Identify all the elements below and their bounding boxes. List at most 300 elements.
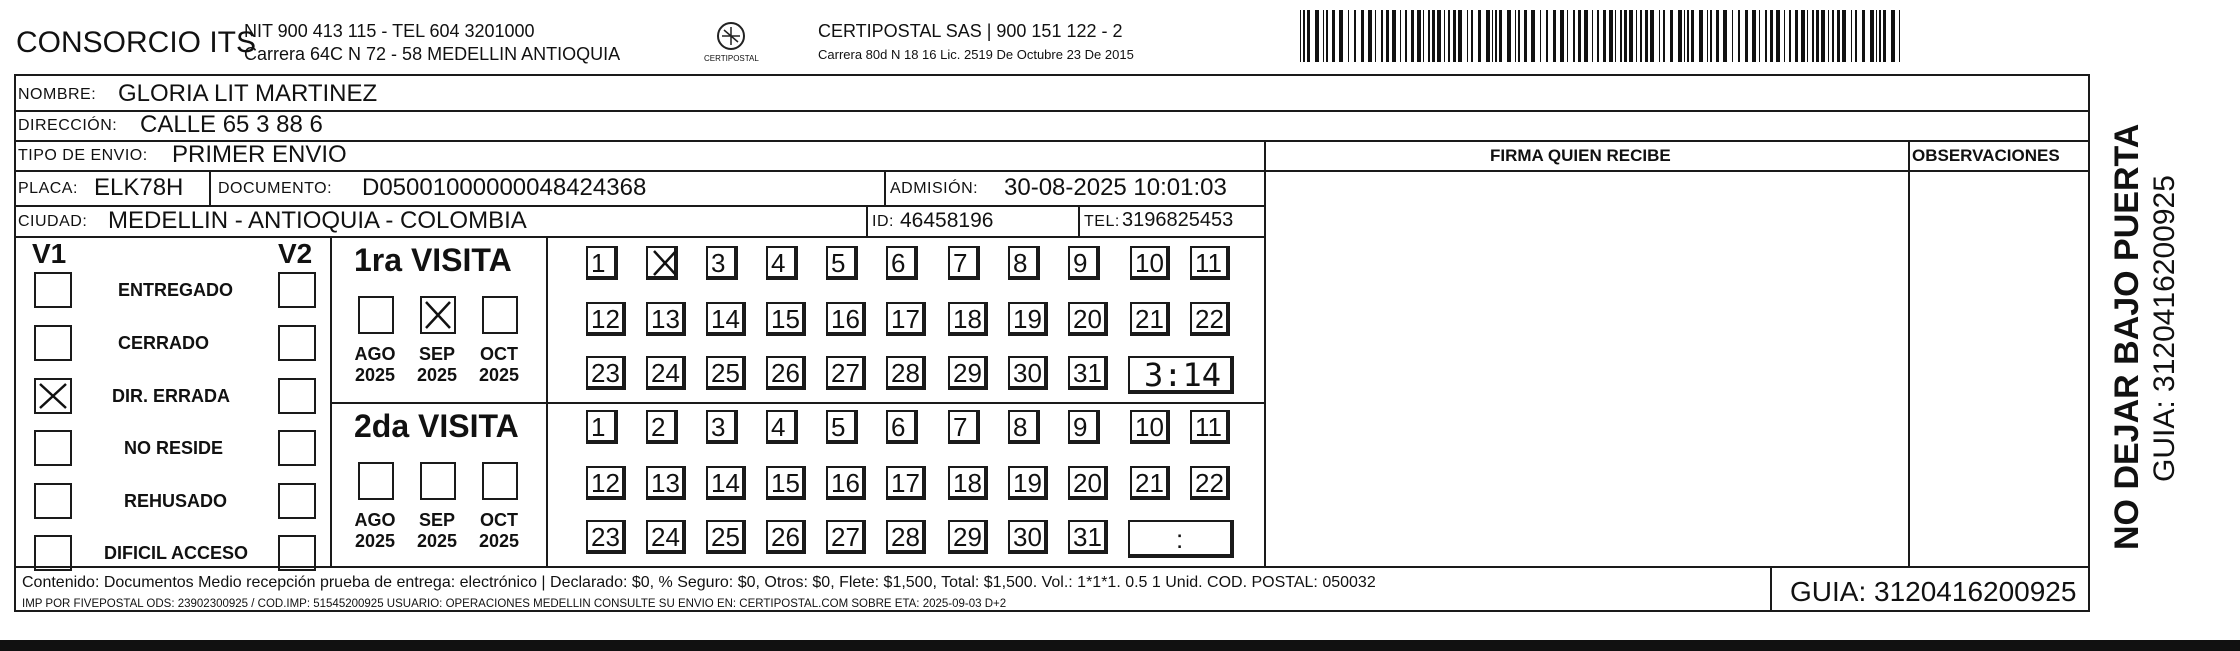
month-checkbox[interactable] bbox=[358, 296, 394, 334]
v1-checkbox[interactable] bbox=[34, 325, 72, 361]
barcode-bar bbox=[1837, 10, 1840, 62]
barcode-bar bbox=[1354, 10, 1356, 62]
certipostal-logo bbox=[704, 16, 759, 68]
barcode-bar bbox=[1458, 10, 1462, 62]
barcode-bar bbox=[1423, 10, 1424, 62]
day-number: 17 bbox=[891, 468, 920, 498]
day-number: 4 bbox=[771, 248, 786, 278]
barcode-bar bbox=[1855, 10, 1857, 62]
day-box[interactable] bbox=[1008, 302, 1048, 336]
day-box[interactable] bbox=[646, 466, 686, 500]
day-box[interactable] bbox=[706, 466, 746, 500]
ciudad-label: CIUDAD: bbox=[18, 213, 88, 230]
barcode-bar bbox=[1670, 10, 1673, 62]
status-option-label: DIR. ERRADA bbox=[112, 386, 231, 406]
day-number: 27 bbox=[831, 358, 860, 388]
barcode-bar bbox=[1597, 10, 1599, 62]
day-number: 24 bbox=[651, 358, 680, 388]
day-number: 23 bbox=[591, 358, 620, 388]
barcode-bar bbox=[1842, 10, 1846, 62]
barcode-bar bbox=[1765, 10, 1767, 62]
day-box[interactable] bbox=[706, 410, 738, 444]
v1-checkbox[interactable] bbox=[34, 272, 72, 308]
barcode-bar bbox=[1603, 10, 1606, 62]
day-box[interactable] bbox=[586, 302, 626, 336]
day-number: 28 bbox=[891, 358, 920, 388]
barcode-bar bbox=[1486, 10, 1490, 62]
status-option-label: REHUSADO bbox=[124, 491, 228, 511]
admision-label: ADMISIÓN: bbox=[890, 180, 979, 197]
month-label bbox=[474, 510, 524, 552]
day-box[interactable] bbox=[766, 466, 806, 500]
placa-value: ELK78H bbox=[94, 174, 184, 201]
barcode-bar bbox=[1307, 10, 1310, 62]
v1-checkbox[interactable] bbox=[34, 483, 72, 519]
day-number: 30 bbox=[1013, 522, 1042, 552]
documento-label: DOCUMENTO: bbox=[218, 180, 333, 197]
barcode-bar bbox=[1659, 10, 1660, 62]
barcode-bar bbox=[1795, 10, 1798, 62]
barcode-bar bbox=[1891, 10, 1895, 62]
day-number: 1 bbox=[591, 248, 606, 278]
barcode-bar bbox=[1759, 10, 1760, 62]
day-box[interactable] bbox=[646, 246, 678, 280]
day-number: 29 bbox=[953, 358, 982, 388]
day-box[interactable] bbox=[646, 410, 678, 444]
barcode-bar bbox=[1883, 10, 1886, 62]
month-checkbox[interactable] bbox=[358, 462, 394, 500]
barcode-bar bbox=[1592, 10, 1593, 62]
barcode-bar bbox=[1471, 10, 1473, 62]
barcode-bar bbox=[1400, 10, 1401, 62]
day-number: 22 bbox=[1195, 468, 1224, 498]
barcode-bar bbox=[1567, 10, 1568, 62]
barcode-bar bbox=[1417, 10, 1421, 62]
month-label bbox=[350, 510, 400, 552]
tipo-envio-label: TIPO DE ENVIO: bbox=[18, 147, 148, 164]
day-number: 20 bbox=[1073, 468, 1102, 498]
barcode-bar bbox=[1691, 10, 1694, 62]
day-number: 28 bbox=[891, 522, 920, 552]
v2-checkbox[interactable] bbox=[278, 272, 316, 308]
barcode-bar bbox=[1684, 10, 1685, 62]
barcode-bar bbox=[1428, 10, 1430, 62]
day-box[interactable] bbox=[1008, 410, 1040, 444]
barcode-bar bbox=[1573, 10, 1575, 62]
firma-header: FIRMA QUIEN RECIBE bbox=[1490, 146, 1671, 165]
company-name: CONSORCIO ITS bbox=[16, 26, 257, 59]
day-box[interactable] bbox=[1068, 410, 1100, 444]
day-number: 2 bbox=[651, 412, 666, 442]
day-number: 19 bbox=[1013, 304, 1042, 334]
day-box[interactable] bbox=[646, 356, 686, 390]
day-box[interactable] bbox=[646, 520, 686, 554]
barcode-bar bbox=[1812, 10, 1814, 62]
barcode-bar bbox=[1624, 10, 1627, 62]
day-number: 7 bbox=[953, 248, 968, 278]
day-box[interactable] bbox=[1068, 520, 1108, 554]
barcode-bar bbox=[1326, 10, 1328, 62]
month-year: 2025 bbox=[416, 531, 458, 551]
status-option-label: NO RESIDE bbox=[124, 438, 224, 458]
barcode-bar bbox=[1609, 10, 1613, 62]
barcode-bar bbox=[1770, 10, 1773, 62]
barcode-bar bbox=[1467, 10, 1468, 62]
barcode-bar bbox=[1553, 10, 1556, 62]
barcode-bar bbox=[1707, 10, 1708, 62]
day-box[interactable] bbox=[948, 520, 988, 554]
day-box[interactable] bbox=[1068, 466, 1108, 500]
v2-checkbox[interactable] bbox=[278, 430, 316, 466]
v2-checkbox[interactable] bbox=[278, 535, 316, 571]
day-box[interactable] bbox=[886, 466, 926, 500]
day-box[interactable] bbox=[1130, 246, 1170, 280]
barcode-bar bbox=[1405, 10, 1407, 62]
day-box[interactable] bbox=[586, 466, 626, 500]
barcode-bar bbox=[1784, 10, 1785, 62]
logo-text: CERTIPOSTAL bbox=[704, 54, 759, 63]
barcode-bar bbox=[1495, 10, 1497, 62]
barcode-bar bbox=[1732, 10, 1733, 62]
barcode-bar bbox=[1640, 10, 1642, 62]
month-checkbox[interactable] bbox=[482, 462, 518, 500]
month-label bbox=[412, 344, 462, 386]
day-number: 25 bbox=[711, 522, 740, 552]
barcode-bar bbox=[1663, 10, 1665, 62]
documento-value: D05001000000048424368 bbox=[362, 174, 647, 201]
day-number: 13 bbox=[651, 468, 680, 498]
day-box[interactable] bbox=[586, 356, 626, 390]
day-box[interactable] bbox=[1008, 466, 1048, 500]
v2-checkbox[interactable] bbox=[278, 325, 316, 361]
day-number: 15 bbox=[771, 468, 800, 498]
day-box[interactable] bbox=[766, 410, 798, 444]
barcode-bar bbox=[1801, 10, 1805, 62]
month-name: AGO bbox=[354, 344, 396, 364]
month-year: 2025 bbox=[478, 365, 520, 385]
barcode-bar bbox=[1636, 10, 1637, 62]
direccion-value: CALLE 65 3 88 6 bbox=[140, 111, 323, 138]
barcode-bar bbox=[1851, 10, 1852, 62]
day-number: 10 bbox=[1135, 412, 1164, 442]
barcode-bar bbox=[1723, 10, 1727, 62]
day-box[interactable] bbox=[826, 246, 858, 280]
day-number: 18 bbox=[953, 468, 982, 498]
day-box[interactable] bbox=[1130, 410, 1170, 444]
day-number: 8 bbox=[1013, 248, 1028, 278]
day-number: 12 bbox=[591, 304, 620, 334]
v2-checkbox[interactable] bbox=[278, 378, 316, 414]
barcode-bar bbox=[1361, 10, 1364, 62]
tipo-envio-value: PRIMER ENVIO bbox=[172, 141, 347, 168]
day-number: 6 bbox=[891, 412, 906, 442]
barcode-bar bbox=[1531, 10, 1535, 62]
day-number: 15 bbox=[771, 304, 800, 334]
day-box[interactable] bbox=[586, 410, 618, 444]
barcode-bar bbox=[1392, 10, 1396, 62]
day-box[interactable] bbox=[1130, 466, 1170, 500]
day-number: 31 bbox=[1073, 358, 1102, 388]
day-box[interactable] bbox=[706, 246, 738, 280]
day-number: 19 bbox=[1013, 468, 1042, 498]
barcode-bar bbox=[1499, 10, 1502, 62]
barcode-bar bbox=[1437, 10, 1441, 62]
day-box[interactable] bbox=[1190, 246, 1230, 280]
status-option-label: DIFICIL ACCESO bbox=[104, 543, 249, 563]
barcode-bar bbox=[1870, 10, 1874, 62]
barcode-bar bbox=[1518, 10, 1520, 62]
barcode-bar bbox=[1821, 10, 1825, 62]
barcode-bar bbox=[1816, 10, 1819, 62]
barcode-bar bbox=[1507, 10, 1511, 62]
day-number: 11 bbox=[1195, 412, 1222, 442]
barcode-bar bbox=[1540, 10, 1541, 62]
barcode-bar bbox=[1381, 10, 1383, 62]
month-label bbox=[474, 344, 524, 386]
day-number: 30 bbox=[1013, 358, 1042, 388]
bottom-strip bbox=[0, 640, 2240, 651]
day-number: 27 bbox=[831, 522, 860, 552]
month-name: SEP bbox=[418, 344, 456, 364]
nombre-value: GLORIA LIT MARTINEZ bbox=[118, 80, 378, 107]
day-number: 20 bbox=[1073, 304, 1102, 334]
id-value: 46458196 bbox=[900, 209, 994, 232]
day-box[interactable] bbox=[886, 356, 926, 390]
barcode-bar bbox=[1546, 10, 1548, 62]
barcode-bar bbox=[1323, 10, 1324, 62]
barcode-bar bbox=[1375, 10, 1376, 62]
barcode-bar bbox=[1368, 10, 1372, 62]
day-number: 16 bbox=[831, 304, 860, 334]
day-box[interactable] bbox=[948, 246, 980, 280]
month-name: AGO bbox=[354, 510, 396, 530]
day-box[interactable] bbox=[1130, 302, 1170, 336]
ciudad-value: MEDELLIN - ANTIOQUIA - COLOMBIA bbox=[108, 207, 527, 234]
day-number: 14 bbox=[711, 468, 740, 498]
day-number: 4 bbox=[771, 412, 786, 442]
v2-label: V2 bbox=[278, 238, 313, 269]
day-box[interactable] bbox=[948, 410, 980, 444]
status-option-label: ENTREGADO bbox=[118, 280, 234, 300]
check-x-icon bbox=[36, 380, 70, 412]
day-number: 3 bbox=[711, 248, 726, 278]
day-number: 5 bbox=[831, 248, 846, 278]
second-visit-time: : bbox=[1176, 524, 1184, 554]
day-box[interactable] bbox=[706, 520, 746, 554]
day-box[interactable] bbox=[766, 356, 806, 390]
barcode-bar bbox=[1578, 10, 1581, 62]
barcode-bar bbox=[1453, 10, 1456, 62]
day-box[interactable] bbox=[706, 302, 746, 336]
day-number: 21 bbox=[1135, 468, 1164, 498]
certipostal-info: CERTIPOSTAL SAS | 900 151 122 - 2 bbox=[818, 21, 1123, 41]
barcode-bar bbox=[1315, 10, 1319, 62]
day-number: 13 bbox=[651, 304, 680, 334]
day-box[interactable] bbox=[1190, 466, 1230, 500]
side-guia: GUIA: 3120416200925 bbox=[2148, 175, 2181, 482]
barcode-bar bbox=[1332, 10, 1335, 62]
day-number: 14 bbox=[711, 304, 740, 334]
month-label bbox=[412, 510, 462, 552]
barcode-bar bbox=[1687, 10, 1689, 62]
no-dejar-warning: NO DEJAR BAJO PUERTA bbox=[2108, 123, 2146, 550]
day-box[interactable] bbox=[826, 302, 866, 336]
day-number: 11 bbox=[1195, 248, 1222, 278]
day-number: 26 bbox=[771, 358, 800, 388]
day-box[interactable] bbox=[948, 302, 988, 336]
barcode-bar bbox=[1699, 10, 1703, 62]
day-number: 1 bbox=[591, 412, 606, 442]
day-number: 18 bbox=[953, 304, 982, 334]
v1-label: V1 bbox=[32, 238, 67, 269]
day-number: 3 bbox=[711, 412, 726, 442]
day-box[interactable] bbox=[766, 302, 806, 336]
barcode-bar bbox=[1776, 10, 1780, 62]
barcode-bar bbox=[1432, 10, 1435, 62]
barcode-bar bbox=[1745, 10, 1748, 62]
day-box[interactable] bbox=[706, 356, 746, 390]
day-number: 9 bbox=[1073, 248, 1088, 278]
barcode-bar bbox=[1807, 10, 1808, 62]
day-number: 9 bbox=[1073, 412, 1088, 442]
day-box[interactable] bbox=[586, 246, 618, 280]
barcode-bar bbox=[1650, 10, 1654, 62]
barcode-bar bbox=[1348, 10, 1349, 62]
day-box[interactable] bbox=[826, 410, 858, 444]
day-number: 16 bbox=[831, 468, 860, 498]
barcode bbox=[1300, 10, 1912, 62]
barcode-bar bbox=[1411, 10, 1414, 62]
v1-checkbox[interactable] bbox=[34, 378, 72, 414]
month-year: 2025 bbox=[478, 531, 520, 551]
barcode-bar bbox=[1444, 10, 1445, 62]
day-box[interactable] bbox=[886, 410, 918, 444]
day-box[interactable] bbox=[826, 520, 866, 554]
barcode-bar bbox=[1303, 10, 1305, 62]
barcode-bar bbox=[1879, 10, 1881, 62]
day-box[interactable] bbox=[646, 302, 686, 336]
day-box[interactable] bbox=[1008, 356, 1048, 390]
barcode-bar bbox=[1752, 10, 1756, 62]
day-box[interactable] bbox=[766, 520, 806, 554]
day-box[interactable] bbox=[1068, 246, 1100, 280]
month-checkbox[interactable] bbox=[420, 296, 456, 334]
barcode-bar bbox=[1386, 10, 1389, 62]
second-visit-title: 2da VISITA bbox=[354, 408, 519, 444]
barcode-bar bbox=[1629, 10, 1633, 62]
tel-label: TEL: bbox=[1084, 213, 1120, 230]
day-box[interactable] bbox=[948, 356, 988, 390]
placa-label: PLACA: bbox=[18, 180, 78, 197]
barcode-bar bbox=[1716, 10, 1719, 62]
day-box[interactable] bbox=[1190, 302, 1230, 336]
barcode-bar bbox=[1515, 10, 1516, 62]
tel-value: 3196825453 bbox=[1122, 209, 1234, 231]
check-x-icon bbox=[422, 298, 454, 332]
day-number: 22 bbox=[1195, 304, 1224, 334]
barcode-bar bbox=[1339, 10, 1343, 62]
day-box[interactable] bbox=[886, 520, 926, 554]
barcode-bar bbox=[1876, 10, 1877, 62]
barcode-bar bbox=[1832, 10, 1834, 62]
direccion-label: DIRECCIÓN: bbox=[18, 117, 118, 134]
barcode-bar bbox=[1560, 10, 1564, 62]
day-number: 21 bbox=[1135, 304, 1164, 334]
month-year: 2025 bbox=[354, 531, 396, 551]
barcode-bar bbox=[1584, 10, 1588, 62]
barcode-bar bbox=[1738, 10, 1740, 62]
barcode-bar bbox=[1678, 10, 1682, 62]
month-name: SEP bbox=[418, 510, 456, 530]
day-number: 8 bbox=[1013, 412, 1028, 442]
day-number: 12 bbox=[591, 468, 620, 498]
company-address: Carrera 64C N 72 - 58 MEDELLIN ANTIOQUIA bbox=[244, 44, 621, 64]
day-number: 5 bbox=[831, 412, 846, 442]
barcode-bar bbox=[1862, 10, 1865, 62]
v1-checkbox[interactable] bbox=[34, 430, 72, 466]
first-visit-time-box bbox=[1128, 356, 1234, 394]
day-box[interactable] bbox=[586, 520, 626, 554]
barcode-bar bbox=[1524, 10, 1527, 62]
v1-checkbox[interactable] bbox=[34, 535, 72, 571]
observaciones-header: OBSERVACIONES bbox=[1912, 146, 2060, 165]
footer-imp: IMP POR FIVEPOSTAL ODS: 23902300925 / COD.IMP: 51545200925 USUARIO: OPERACIONES MEDELLIN CONSULTE SU ENVIO EN: CERTIPOSTAL.COM SOBRE ETA: 2025-09-03 D+2 bbox=[22, 598, 1007, 610]
barcode-bar bbox=[1645, 10, 1648, 62]
day-number: 24 bbox=[651, 522, 680, 552]
v2-checkbox[interactable] bbox=[278, 483, 316, 519]
day-box[interactable] bbox=[1068, 356, 1108, 390]
day-box[interactable] bbox=[766, 246, 798, 280]
day-box[interactable] bbox=[1008, 246, 1040, 280]
first-visit-title: 1ra VISITA bbox=[354, 242, 512, 278]
day-number: 6 bbox=[891, 248, 906, 278]
day-number: 23 bbox=[591, 522, 620, 552]
barcode-bar bbox=[1789, 10, 1791, 62]
month-checkbox[interactable] bbox=[420, 462, 456, 500]
day-number: 25 bbox=[711, 358, 740, 388]
day-box[interactable] bbox=[886, 246, 918, 280]
day-box[interactable] bbox=[1008, 520, 1048, 554]
barcode-bar bbox=[1300, 10, 1301, 62]
day-box[interactable] bbox=[826, 466, 866, 500]
first-visit-time: 3:14 bbox=[1144, 356, 1222, 394]
status-option-label: CERRADO bbox=[118, 333, 210, 353]
id-label: ID: bbox=[872, 213, 894, 230]
month-name: OCT bbox=[480, 510, 518, 530]
second-visit-time-box bbox=[1128, 520, 1234, 558]
certipostal-address: Carrera 80d N 18 16 Lic. 2519 De Octubre 23 De 2015 bbox=[818, 47, 1134, 62]
day-box[interactable] bbox=[948, 466, 988, 500]
barcode-bar bbox=[1448, 10, 1450, 62]
barcode-bar bbox=[1615, 10, 1616, 62]
month-checkbox[interactable] bbox=[482, 296, 518, 334]
month-year: 2025 bbox=[354, 365, 396, 385]
day-box[interactable] bbox=[1068, 302, 1108, 336]
day-box[interactable] bbox=[1190, 410, 1230, 444]
nombre-label: NOMBRE: bbox=[18, 86, 97, 103]
day-number: 31 bbox=[1073, 522, 1102, 552]
admision-value: 30-08-2025 10:01:03 bbox=[1004, 174, 1227, 201]
barcode-bar bbox=[1899, 10, 1900, 62]
day-box[interactable] bbox=[826, 356, 866, 390]
month-label bbox=[350, 344, 400, 386]
barcode-bar bbox=[1710, 10, 1712, 62]
company-nit: NIT 900 413 115 - TEL 604 3201000 bbox=[244, 21, 535, 41]
barcode-bar bbox=[1828, 10, 1829, 62]
day-box[interactable] bbox=[886, 302, 926, 336]
barcode-bar bbox=[1492, 10, 1493, 62]
day-number: 26 bbox=[771, 522, 800, 552]
